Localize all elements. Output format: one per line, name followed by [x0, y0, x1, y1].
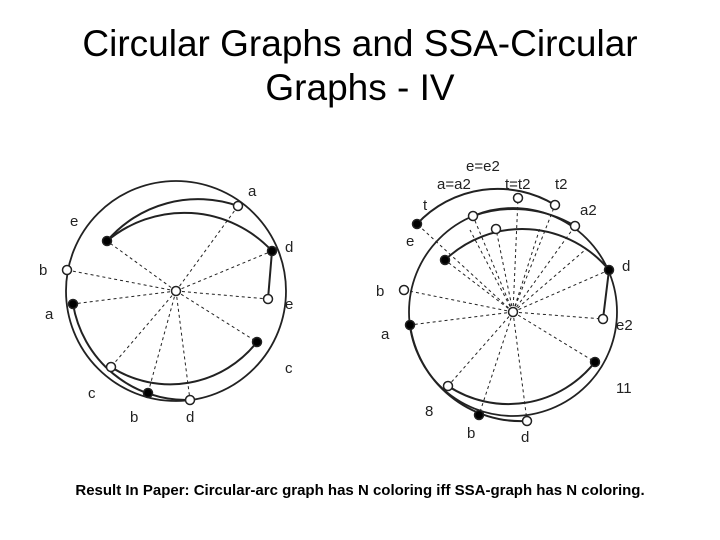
right-arc-a-a2 — [473, 209, 575, 226]
right-node-d-filled — [605, 266, 614, 275]
right-node-a-open — [469, 212, 478, 221]
left-center-node — [172, 287, 181, 296]
left-label-e: e — [70, 213, 79, 230]
left-node-c-filled — [253, 338, 262, 347]
left-arc-e-a — [107, 199, 238, 241]
left-label-d2: d — [186, 409, 195, 426]
right-label-b: b — [376, 283, 385, 300]
right-label-e2: e2 — [616, 317, 633, 334]
title-line-1: Circular Graphs and SSA-Circular — [82, 23, 638, 64]
right-node-8-open — [444, 382, 453, 391]
right-label-d2: d — [521, 429, 530, 446]
right-labels — [376, 158, 633, 446]
right-node-e2-open — [599, 315, 608, 324]
right-label-t: t — [423, 197, 428, 214]
right-label-t-t2: t=t2 — [505, 176, 531, 193]
left-label-a: a — [248, 183, 257, 200]
right-node-t-filled — [413, 220, 422, 229]
left-label-a2: a — [45, 306, 54, 323]
left-node-b-open — [63, 266, 72, 275]
left-label-b: b — [39, 262, 48, 279]
right-node-d-open — [523, 417, 532, 426]
left-label-e2: e — [285, 296, 294, 313]
right-label-e: e — [406, 233, 415, 250]
right-arc-t-t2 — [417, 189, 555, 224]
left-label-d: d — [285, 239, 294, 256]
left-arc-e-d — [107, 213, 272, 299]
right-label-t2: t2 — [555, 176, 568, 193]
left-node-d-filled — [268, 247, 277, 256]
right-center-node — [509, 308, 518, 317]
right-label-11: 11 — [616, 380, 632, 397]
left-circular-arc-graph — [63, 181, 287, 405]
left-node-a-open — [234, 202, 243, 211]
left-label-c: c — [285, 360, 293, 377]
right-label-8: 8 — [425, 403, 434, 420]
left-node-e-filled — [103, 237, 112, 246]
right-node-e-open — [514, 194, 523, 203]
left-spokes — [67, 206, 272, 400]
left-node-d-open — [186, 396, 195, 405]
right-label-d: d — [622, 258, 631, 275]
right-node-a2-open — [571, 222, 580, 231]
right-ssa-circular-graph — [400, 189, 618, 426]
right-label-a: a — [381, 326, 390, 343]
right-label-a2: a2 — [580, 202, 597, 219]
right-node-b-open — [400, 286, 409, 295]
slide-caption: Result In Paper: Circular-arc graph has N coloring iff SSA-graph has N coloring. — [75, 482, 645, 499]
right-node-a-filled — [406, 321, 415, 330]
right-node-e-filled — [441, 256, 450, 265]
title-line-2: Graphs - IV — [265, 67, 455, 108]
right-arc-e-d — [445, 229, 609, 319]
left-node-e-open — [264, 295, 273, 304]
right-node-t2-open — [551, 201, 560, 210]
right-node-tt2-open — [492, 225, 501, 234]
left-node-a-filled — [69, 300, 78, 309]
right-label-e-e2: e=e2 — [466, 158, 500, 175]
left-label-c2: c — [88, 385, 96, 402]
left-arc-c-c — [111, 342, 257, 384]
right-label-b2: b — [467, 425, 476, 442]
right-label-a-a2: a=a2 — [437, 176, 471, 193]
left-node-c-open — [107, 363, 116, 372]
left-label-b2: b — [130, 409, 139, 426]
right-node-b-filled — [475, 411, 484, 420]
left-node-b-filled — [144, 389, 153, 398]
right-node-11-filled — [591, 358, 600, 367]
